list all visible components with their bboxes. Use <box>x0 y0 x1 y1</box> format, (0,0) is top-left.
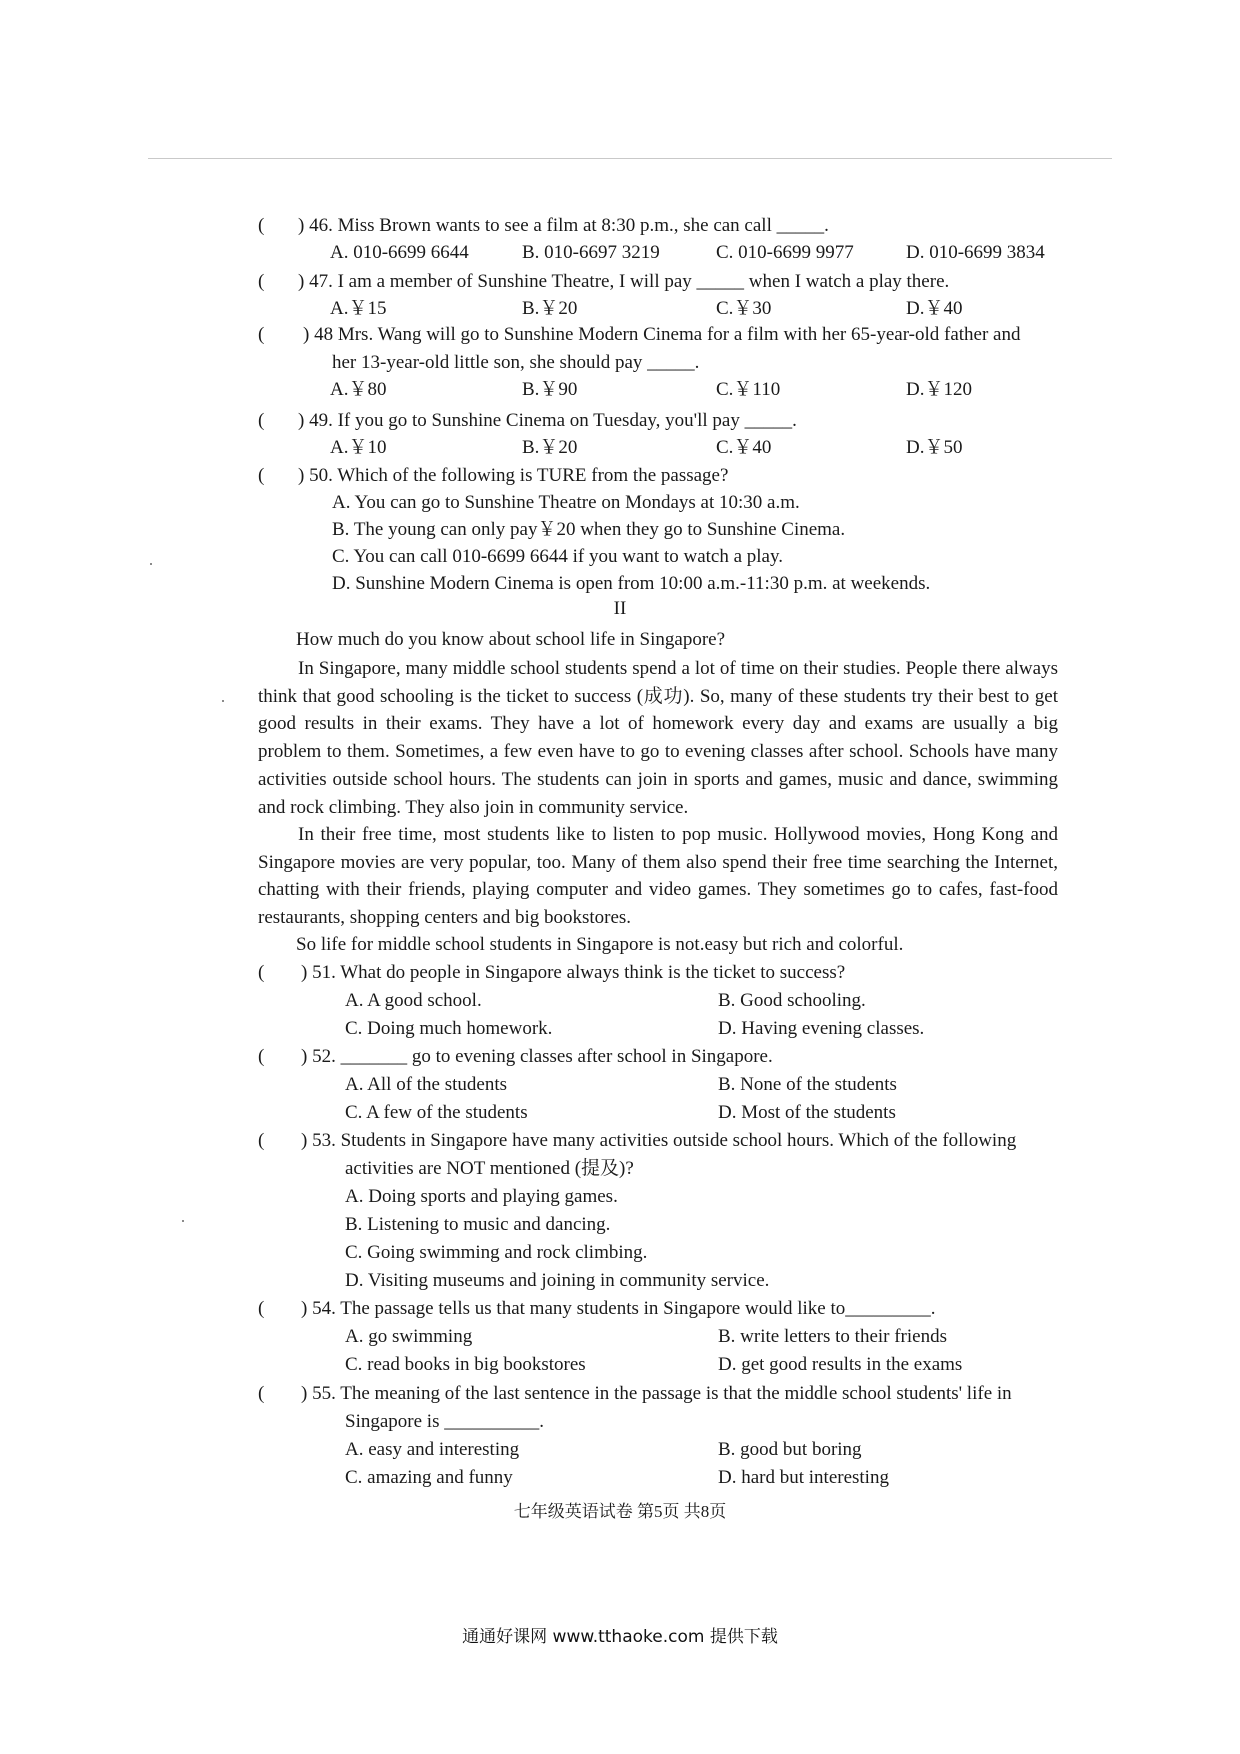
question-stem: ) 55. The meaning of the last sentence in the passage is that the middle school students' life in <box>301 1383 1012 1404</box>
answer-paren: ( <box>258 271 265 292</box>
answer-paren: ( <box>258 962 265 983</box>
section-mark: II <box>613 598 627 619</box>
page-footer: 七年级英语试卷 第5页 共8页 <box>513 1502 727 1521</box>
option-b: B. Good schooling. <box>718 990 866 1011</box>
answer-paren: ( <box>258 1298 265 1319</box>
scan-speck <box>182 1220 184 1222</box>
option-d: D. 010-6699 3834 <box>906 242 1045 263</box>
option-c: C.￥40 <box>716 437 772 458</box>
answer-paren: ( <box>258 215 265 236</box>
answer-paren: ( <box>258 465 265 486</box>
option-c: C. A few of the students <box>345 1102 528 1123</box>
question-stem: ) 49. If you go to Sunshine Cinema on Tuesday, you'll pay _____. <box>298 410 797 431</box>
option-a: A. 010-6699 6644 <box>330 242 469 263</box>
question-stem: ) 54. The passage tells us that many students in Singapore would like to_________. <box>301 1298 936 1319</box>
option-d: D. Most of the students <box>718 1102 896 1123</box>
question-stem: ) 47. I am a member of Sunshine Theatre, I will pay _____ when I watch a play there. <box>298 271 950 292</box>
question-stem: ) 50. Which of the following is TURE from the passage? <box>298 465 729 486</box>
question-stem: ) 48 Mrs. Wang will go to Sunshine Modern Cinema for a film with her 65-year-old father and <box>303 324 1021 345</box>
option-b: B. 010-6697 3219 <box>522 242 660 263</box>
question-stem: ) 53. Students in Singapore have many activities outside school hours. Which of the following <box>301 1130 1017 1151</box>
option-d: D. Visiting museums and joining in community service. <box>345 1270 770 1291</box>
scan-speck <box>222 700 224 702</box>
option-a: A.￥10 <box>330 437 387 458</box>
option-d: D. get good results in the exams <box>718 1354 963 1375</box>
answer-paren: ( <box>258 324 265 345</box>
question-stem: ) 51. What do people in Singapore always think is the ticket to success? <box>301 962 846 983</box>
option-a: A.￥80 <box>330 379 387 400</box>
question-stem-continued: her 13-year-old little son, she should pay _____. <box>332 352 700 373</box>
answer-paren: ( <box>258 410 265 431</box>
answer-paren: ( <box>258 1130 265 1151</box>
scan-speck <box>150 563 152 565</box>
question-stem: ) 52. _______ go to evening classes after school in Singapore. <box>301 1046 773 1067</box>
question-stem: ) 46. Miss Brown wants to see a film at 8:30 p.m., she can call _____. <box>298 215 829 236</box>
option-c: C. read books in big bookstores <box>345 1354 586 1375</box>
option-b: B. write letters to their friends <box>718 1326 947 1347</box>
option-b: B.￥90 <box>522 379 578 400</box>
option-a: A. All of the students <box>345 1074 508 1095</box>
option-d: D. hard but interesting <box>718 1467 889 1488</box>
passage-paragraph-2: In their free time, most students like to listen to pop music. Hollywood movies, Hong Kong and Singapore movies are very popular, too. Many of them also spend their free time searching the Internet, chatting with their friends, playing computer and video games. They sometimes go to cafes, fast-food restaurants, shopping centers and big bookstores. <box>258 824 1058 929</box>
option-c: C. Going swimming and rock climbing. <box>345 1242 648 1263</box>
option-c: C. amazing and funny <box>345 1467 513 1488</box>
option-a: A. Doing sports and playing games. <box>345 1186 618 1207</box>
option-a: A. You can go to Sunshine Theatre on Mondays at 10:30 a.m. <box>332 492 800 513</box>
passage-title: How much do you know about school life in Singapore? <box>296 629 726 650</box>
download-watermark: 通通好课网 www.tthaoke.com 提供下载 <box>462 1627 778 1647</box>
option-a: A. A good school. <box>345 990 482 1011</box>
question-stem-continued: activities are NOT mentioned (提及)? <box>345 1158 634 1179</box>
option-b: B. The young can only pay￥20 when they go to Sunshine Cinema. <box>332 519 846 540</box>
option-d: D.￥50 <box>906 437 963 458</box>
option-b: B. None of the students <box>718 1074 897 1095</box>
option-a: A. go swimming <box>345 1326 473 1347</box>
option-d: D. Sunshine Modern Cinema is open from 10:00 a.m.-11:30 p.m. at weekends. <box>332 573 931 594</box>
option-d: D. Having evening classes. <box>718 1018 925 1039</box>
option-b: B.￥20 <box>522 298 578 319</box>
answer-paren: ( <box>258 1046 265 1067</box>
option-a: A. easy and interesting <box>345 1439 520 1460</box>
option-d: D.￥120 <box>906 379 972 400</box>
option-c: C. Doing much homework. <box>345 1018 553 1039</box>
option-c: C. You can call 010-6699 6644 if you want to watch a play. <box>332 546 783 567</box>
option-a: A.￥15 <box>330 298 387 319</box>
option-c: C.￥110 <box>716 379 781 400</box>
passage-paragraph-1: In Singapore, many middle school students spend a lot of time on their studies. People there always think that good schooling is the ticket to success (成功). So, many of these students try their best to get good results in their exams. They have a lot of homework every day and exams are usually a big problem to them. Sometimes, a few even have to go to evening classes after school. Schools have many activities outside school hours. The students can join in sports and games, music and dance, swimming and rock climbing. They also join in community service. <box>258 658 1058 818</box>
passage-paragraph-3: So life for middle school students in Singapore is not.easy but rich and colorful. <box>296 934 904 955</box>
option-b: B. Listening to music and dancing. <box>345 1214 611 1235</box>
option-b: B. good but boring <box>718 1439 862 1460</box>
option-d: D.￥40 <box>906 298 963 319</box>
top-rule <box>148 158 1112 159</box>
question-stem-continued: Singapore is __________. <box>345 1411 544 1432</box>
option-b: B.￥20 <box>522 437 578 458</box>
option-c: C. 010-6699 9977 <box>716 242 854 263</box>
option-c: C.￥30 <box>716 298 772 319</box>
answer-paren: ( <box>258 1383 265 1404</box>
